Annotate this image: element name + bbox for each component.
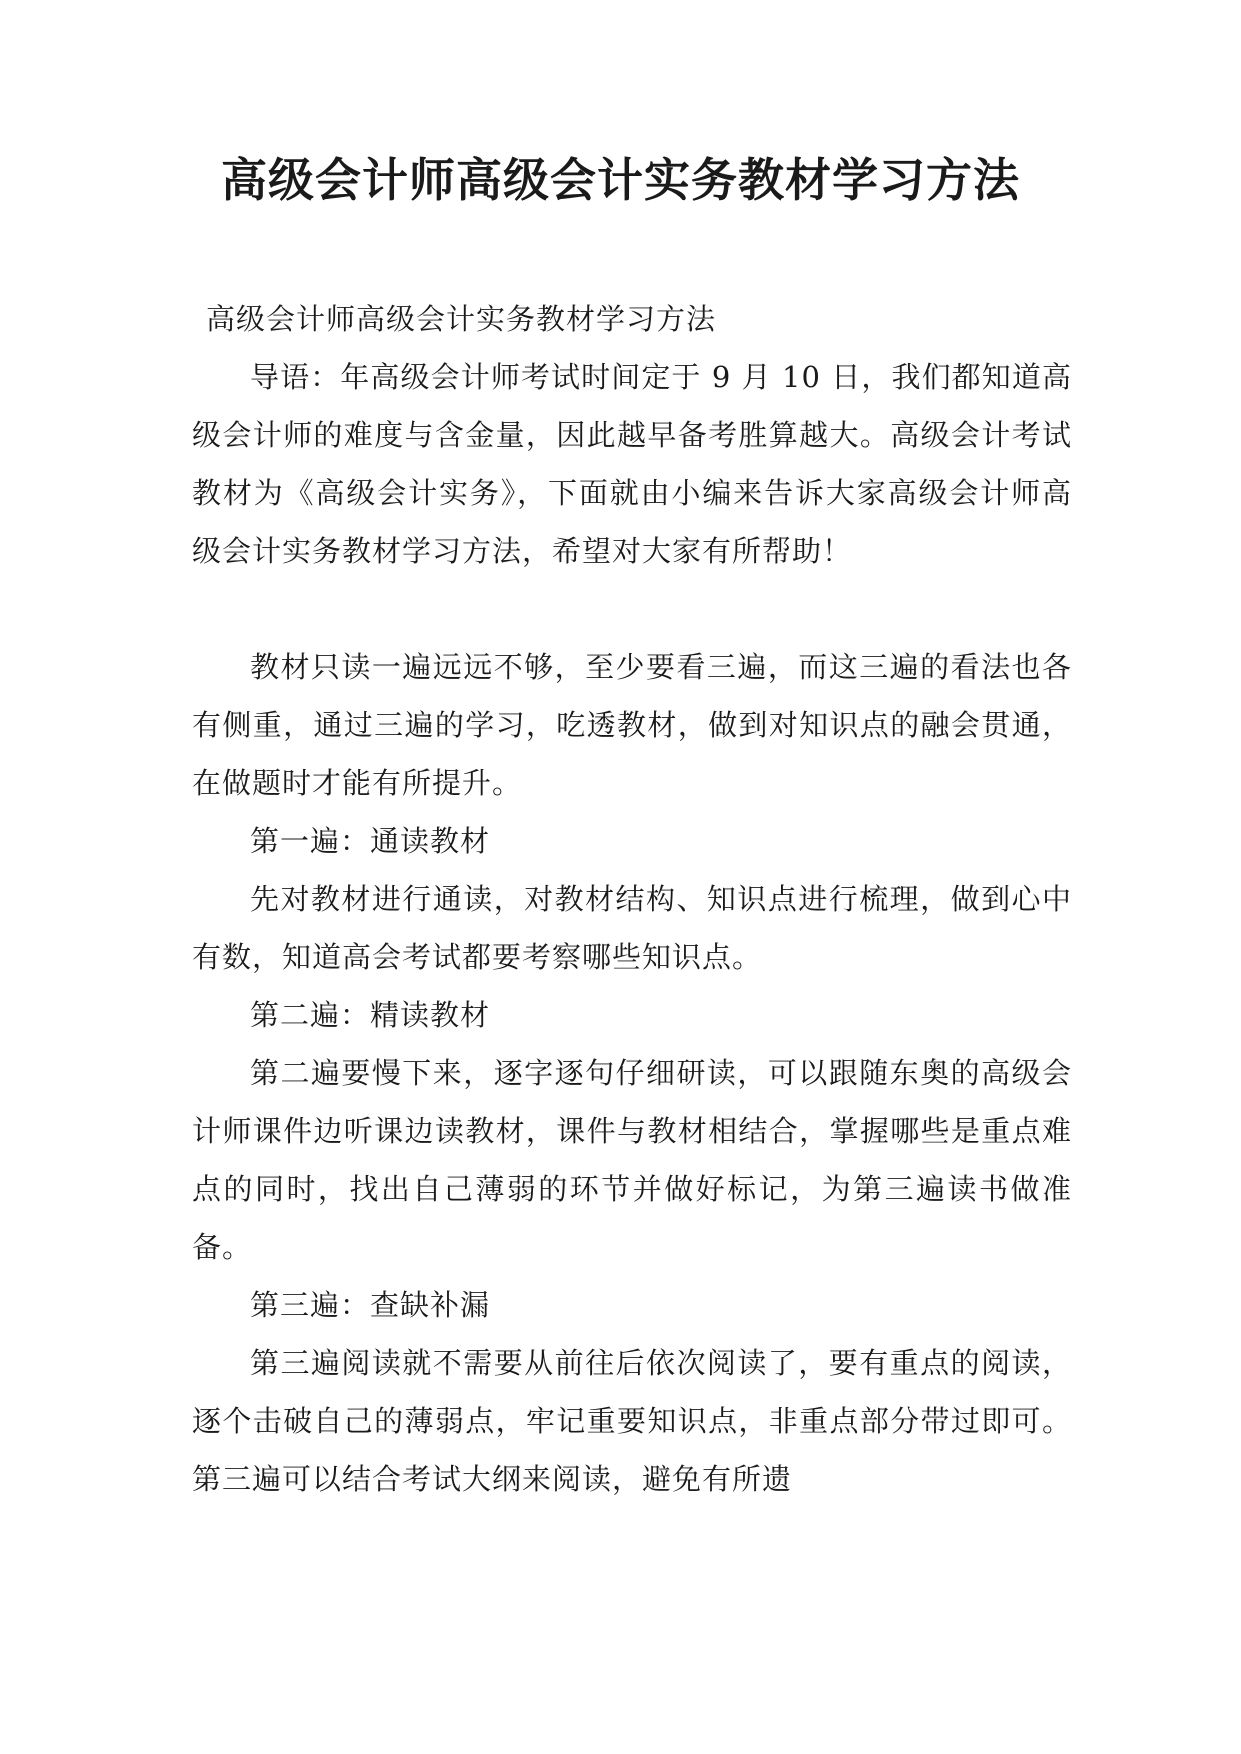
document-title: 高级会计师高级会计实务教材学习方法: [221, 153, 1020, 207]
intro-paragraph: 导语：年高级会计师考试时间定于 9 月 10 日，我们都知道高级会计师的难度与含金量，因此越早备考胜算越大。高级会计考试教材为《高级会计实务》，下面就由小编来告诉大家高级会计师高级会计实务教材学习方法，希望对大家有所帮助！: [192, 360, 1072, 568]
pass1-heading: 第一遍：通读教材: [250, 824, 491, 858]
pass3-heading: 第三遍：查缺补漏: [250, 1288, 491, 1322]
document-subtitle: 高级会计师高级会计实务教材学习方法: [206, 302, 717, 336]
pass1-paragraph: 先对教材进行通读，对教材结构、知识点进行梳理，做到心中有数，知道高会考试都要考察哪些知识点。: [192, 882, 1072, 974]
pass2-paragraph: 第二遍要慢下来，逐字逐句仔细研读，可以跟随东奥的高级会计师课件边听课边读教材，课件与教材相结合，掌握哪些是重点难点的同时，找出自己薄弱的环节并做好标记，为第三遍读书做准备。: [192, 1056, 1072, 1264]
pass2-heading: 第二遍：精读教材: [250, 998, 491, 1032]
overview-paragraph: 教材只读一遍远远不够，至少要看三遍，而这三遍的看法也各有侧重，通过三遍的学习，吃透教材，做到对知识点的融会贯通，在做题时才能有所提升。: [192, 650, 1072, 800]
pass3-paragraph: 第三遍阅读就不需要从前往后依次阅读了，要有重点的阅读，逐个击破自己的薄弱点，牢记重要知识点，非重点部分带过即可。第三遍可以结合考试大纲来阅读，避免有所遗: [192, 1346, 1072, 1496]
paragraph-spacer: [192, 580, 1072, 638]
document-body: [192, 290, 1072, 1508]
